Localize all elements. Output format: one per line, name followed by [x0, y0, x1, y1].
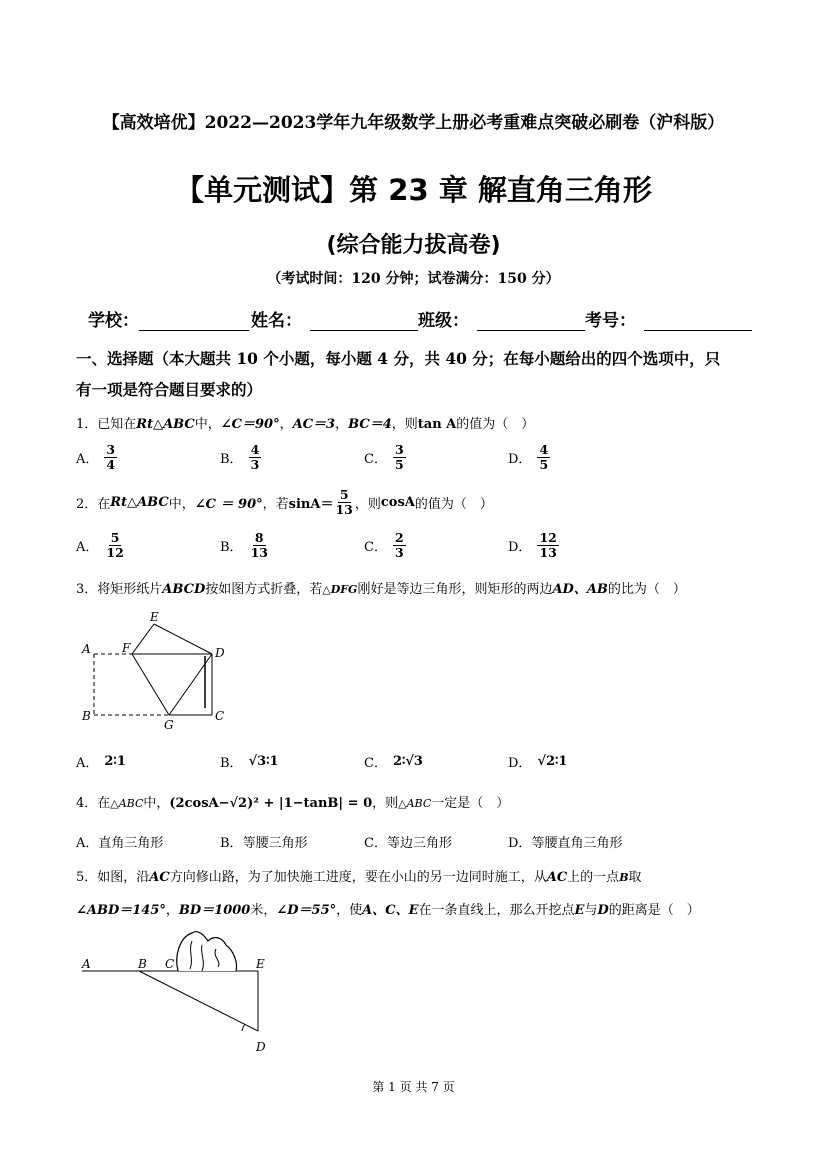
q3-figure: [76, 608, 246, 738]
q5-label-c: C: [165, 957, 175, 971]
question-4: 4．在△ABC中，(2cosA−√2)² + |1−tanB| = 0，则△ABC一定是（ ）: [76, 796, 510, 811]
question-3: 3．将矩形纸片ABCD按如图方式折叠，若△DFG刚好是等边三角形，则矩形的两边AD、AB的比为（ ）: [76, 582, 686, 597]
school-blank[interactable]: [139, 312, 249, 331]
name-label: 姓名：: [251, 311, 302, 331]
exam-info: （考试时间：120 分钟；试卷满分：150 分）: [267, 271, 560, 287]
q3-option-b[interactable]: B． √3∶1: [220, 754, 279, 771]
q5-label-b: B: [138, 957, 147, 971]
q3-label-d: D: [215, 646, 225, 660]
q5-figure: [76, 925, 276, 1060]
q1-option-d[interactable]: D． $\frac{4}{5}$: [508, 442, 549, 472]
name-blank[interactable]: [310, 312, 418, 331]
number-label: 考号：: [585, 311, 636, 331]
q3-label-e: E: [150, 610, 159, 624]
q4-option-c[interactable]: C． 等边三角形: [364, 836, 452, 851]
page-title: 【单元测试】第 23 章 解直角三角形: [175, 173, 652, 207]
question-5-line1: 5．如图，沿AC方向修山路，为了加快施工进度，要在小山的另一边同时施工，从AC上的一点B取: [76, 870, 642, 885]
q5-label-d: D: [256, 1040, 266, 1054]
mountain-icon: [177, 932, 237, 971]
q2-option-b[interactable]: B． $\frac{8}{13}$: [220, 530, 268, 560]
question-5-line2: ∠ABD＝145°，BD＝1000米，∠D＝55°，使A、C、E在一条直线上，那么开挖点E与D的距离是（ ）: [76, 903, 700, 918]
q3-option-d[interactable]: D． √2∶1: [508, 754, 568, 771]
question-1: 1．已知在Rt△ABC中，∠C＝90°，AC＝3，BC＝4，则tan A的值为（ ）: [76, 417, 535, 432]
q4-option-a[interactable]: A． 直角三角形: [76, 836, 164, 851]
q2-option-c[interactable]: C． $\frac{2}{3}$: [364, 530, 404, 560]
exam-series-header: 【高效培优】2022—2023学年九年级数学上册必考重难点突破必刷卷（沪科版）: [102, 113, 725, 133]
q3-label-f: F: [122, 641, 131, 655]
q3-label-b: B: [82, 709, 91, 723]
class-label: 班级：: [418, 311, 469, 331]
q2-option-a[interactable]: A． $\frac{5}{12}$: [76, 530, 124, 560]
question-2: 2．在 Rt△ABC 中， ∠C ＝ 90° ，若 sinA＝ $\frac{5}{13}$ ，则 cosA 的值为（ ）: [76, 487, 493, 517]
q3-label-g: G: [164, 718, 174, 732]
q3-option-c[interactable]: C． 2∶√3: [364, 754, 423, 771]
section-heading-line1: 一、选择题（本大题共 10 个小题，每小题 4 分，共 40 分；在每小题给出的四个选项中，只: [76, 349, 721, 368]
section-heading-line2: 有一项是符合题目要求的）: [76, 380, 263, 399]
class-blank[interactable]: [477, 312, 585, 331]
q1-option-b[interactable]: B． $\frac{4}{3}$: [220, 442, 260, 472]
q1-option-a[interactable]: A． $\frac{3}{4}$: [76, 442, 116, 472]
page-footer: 第 1 页 共 7 页: [372, 1080, 455, 1094]
q2-option-d[interactable]: D． $\frac{12}{13}$: [508, 530, 557, 560]
q3-option-a[interactable]: A． 2∶1: [76, 754, 126, 771]
q5-label-a: A: [82, 957, 91, 971]
school-label: 学校：: [88, 311, 139, 331]
q4-option-b[interactable]: B． 等腰三角形: [220, 836, 308, 851]
student-info-fields: [88, 306, 752, 331]
q4-option-d[interactable]: D． 等腰直角三角形: [508, 836, 623, 851]
q1-option-c[interactable]: C． $\frac{3}{5}$: [364, 442, 404, 472]
number-blank[interactable]: [644, 312, 752, 331]
q3-label-a: A: [82, 642, 91, 656]
q5-label-e: E: [256, 957, 265, 971]
page-subtitle: (综合能力拔高卷): [326, 233, 501, 258]
q3-label-c: C: [215, 709, 225, 723]
